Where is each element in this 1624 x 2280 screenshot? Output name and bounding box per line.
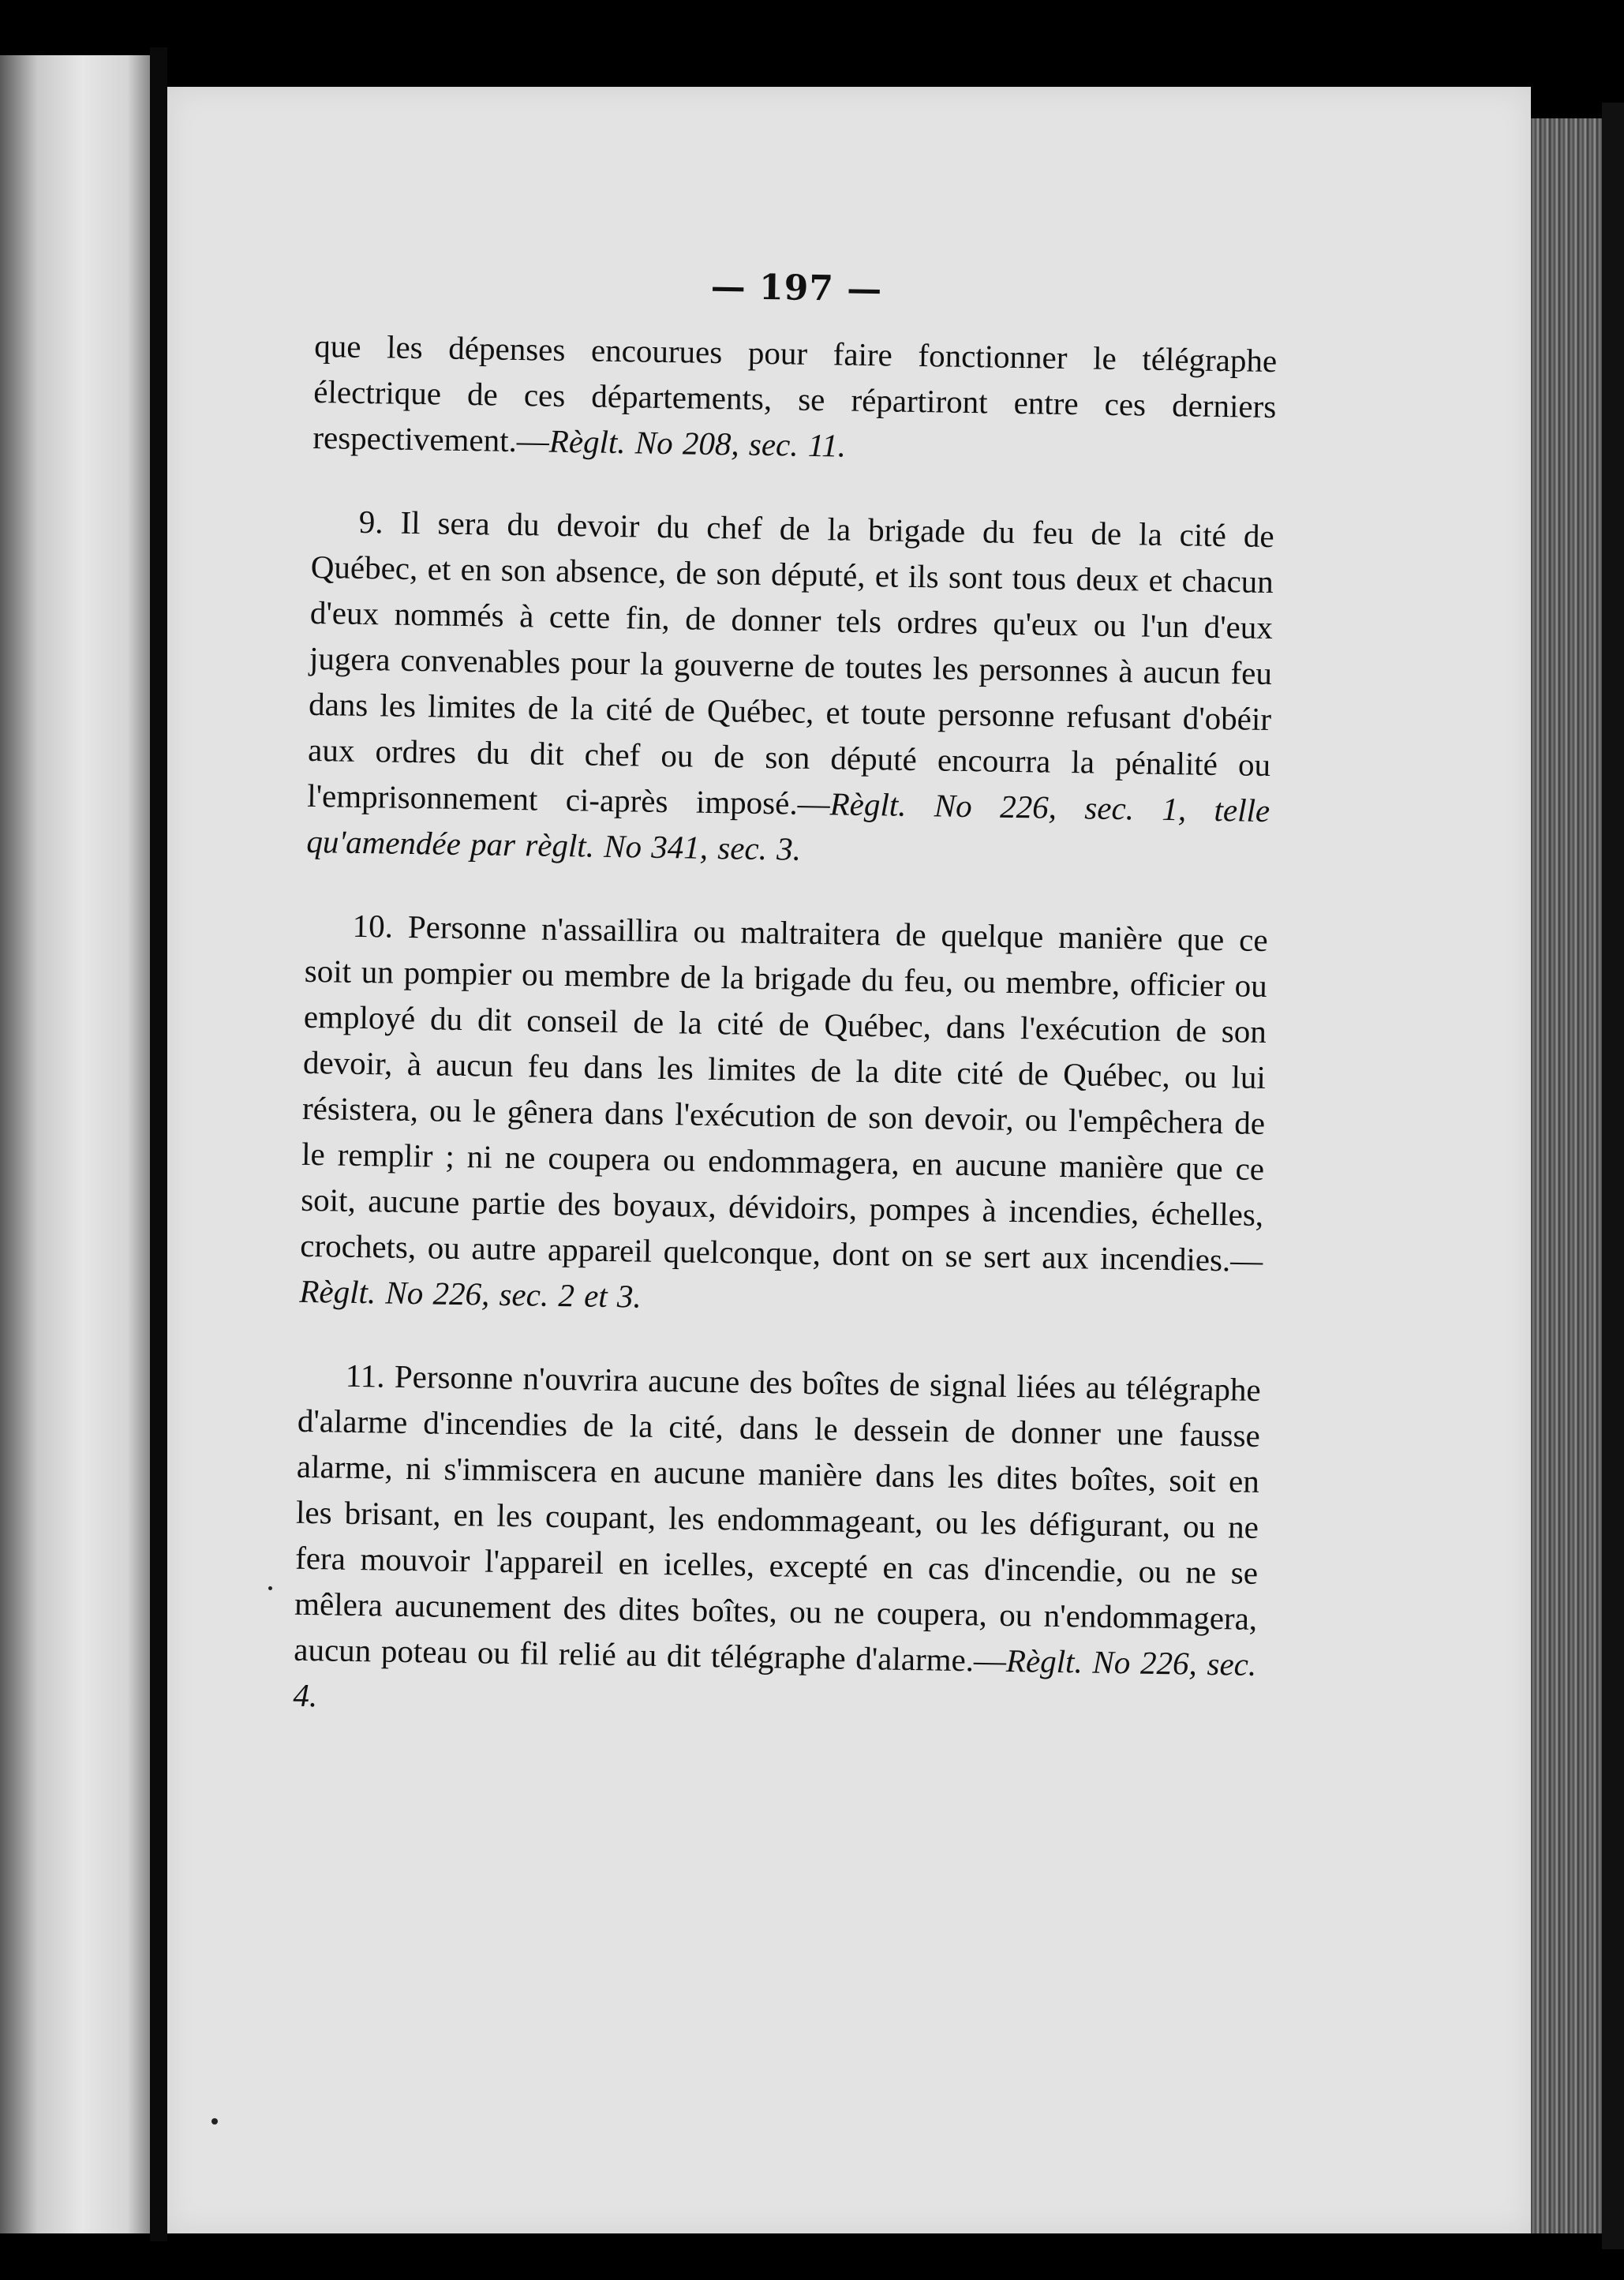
paragraph-continued bbox=[312, 323, 1278, 475]
paragraph-text: 11. Personne n'ouvrira aucune des boîtes de signal liées au télégraphe d'alarme d'incendies de la cité, dans le dessein de donner une fausse alarme, ni s'immiscera en aucune manière dans les dites boîtes, soit en les brisant, en les coupant, les endommageant, ou les défigurant, ou ne fera mouvoir l'appareil en icelles, excepté en cas d'incendie, ou ne se mêlera aucunement des dites boîtes, ou ne coupera, ou n'endommagera, aucun poteau ou fil relié au dit télégraphe d'alarme.— bbox=[293, 1357, 1262, 1679]
book-gutter bbox=[150, 47, 167, 2241]
regulation-reference: Règlt. No 226, sec. 4. bbox=[293, 1642, 1257, 1714]
scan-border bbox=[1602, 103, 1624, 2249]
regulation-reference: Règlt. No 208, sec. 11. bbox=[548, 422, 847, 464]
paragraph-text: que les dépenses encourues pour faire fonctionner le télégraphe électrique de ces départements, se répartiront entre ces derniers respectivement.— bbox=[312, 327, 1278, 459]
regulation-reference: Règlt. No 226, sec. 2 et 3. bbox=[299, 1272, 642, 1315]
paragraph-10 bbox=[299, 902, 1268, 1329]
page-stack-edges bbox=[1531, 118, 1602, 2233]
adjacent-page-edge bbox=[0, 55, 150, 2233]
page-text-block bbox=[292, 260, 1278, 1771]
ink-speck bbox=[211, 2118, 218, 2125]
paragraph-9 bbox=[306, 498, 1274, 879]
page-number: — 197 — bbox=[710, 266, 883, 310]
ink-speck bbox=[268, 1586, 272, 1590]
regulation-reference: Règlt. No 226, sec. 1, telle qu'amendée par règlt. No 341, sec. 3. bbox=[306, 785, 1270, 867]
paragraph-11 bbox=[293, 1352, 1261, 1733]
paragraph-text: 9. Il sera du devoir du chef de la brigade du feu de la cité de Québec, et en son absence, de son député, et ils sont tous deux et chacun d'eux nommés à cette fin, de donner tels ordres qu'eux ou l'un d'eux jugera convenables pour la gouverne de toutes les personnes à aucun feu dans les limites de la cité de Québec, et toute personne refusant d'obéir aux ordres du dit chef ou de son député encourra la pénalité ou l'emprisonnement ci-après imposé.— bbox=[306, 503, 1275, 822]
paragraph-text: 10. Personne n'assaillira ou maltraitera de quelque manière que ce soit un pompier ou membre de la brigade du feu, ou membre, officier ou employé du dit conseil de la cité de Québec, dans l'exécution de son devoir, à aucun feu dans les limites de la dite cité de Québec, ou lui résistera, ou le gênera dans l'exécution de son devoir, ou l'empêchera de le remplir ; ni ne coupera ou endommagera, en aucune manière que ce soit, aucune partie des boyaux, dévidoirs, pompes à incendies, échelles, crochets, ou autre appareil quelconque, dont on se sert aux incendies.— bbox=[300, 907, 1268, 1279]
